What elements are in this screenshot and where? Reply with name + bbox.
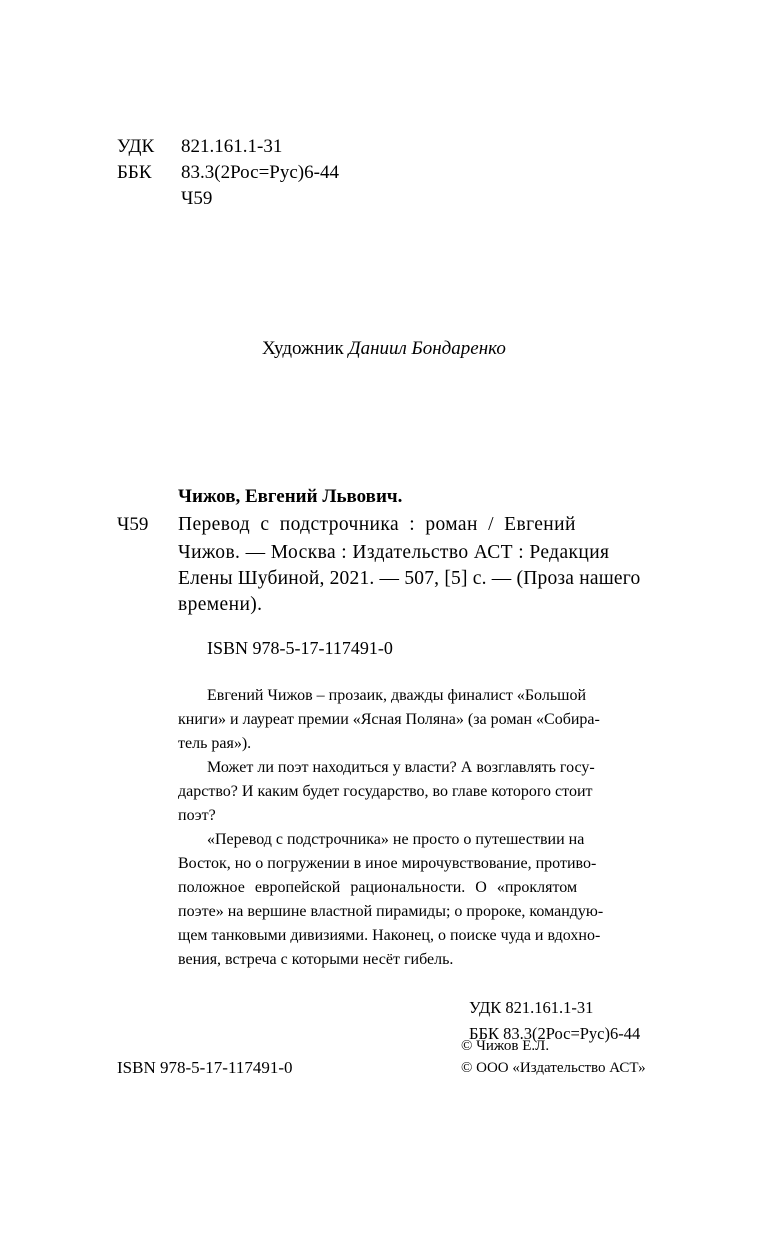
copyright-author: © Чижов Е.Л. xyxy=(461,1038,550,1054)
bib-line: Елены Шубиной, 2021. — 507, [5] с. — (Проза нашего xyxy=(178,568,641,589)
annotation-line: Евгений Чижов – прозаик, дважды финалист «Большой xyxy=(207,687,587,704)
bbk-value: 83.3(2Рос=Рус)6-44 xyxy=(181,162,339,183)
udk-label: УДК xyxy=(117,136,155,157)
annotation-line: дарство? И каким будет государство, во главе которого стоит xyxy=(178,783,593,800)
author-sign: Ч59 xyxy=(181,188,213,209)
annotation-line: вения, встреча с которыми несёт гибель. xyxy=(178,951,454,968)
author-sign-row xyxy=(117,186,212,212)
annotation-line: положное европейской рациональности. О «проклятом xyxy=(178,879,578,896)
copyright-publisher: © ООО «Издательство АСТ» xyxy=(461,1060,646,1076)
artist-label: Художник xyxy=(262,338,344,359)
annotation-line: Восток, но о погружении в иное мирочувствование, противо- xyxy=(178,855,597,872)
bbk-row xyxy=(117,160,339,186)
annotation-line: поэт? xyxy=(178,807,216,824)
annotation-line: поэте» на вершине властной пирамиды; о пророке, командую- xyxy=(178,903,604,920)
author-heading: Чижов, Евгений Львович. xyxy=(178,486,403,507)
annotation-line: «Перевод с подстрочника» не просто о путешествии на xyxy=(207,831,585,848)
bib-line: времени). xyxy=(178,594,263,615)
artist-name: Даниил Бондаренко xyxy=(348,338,506,359)
annotation-line: щем танковыми дивизиями. Наконец, о поиске чуда и вдохно- xyxy=(178,927,601,944)
footer-isbn: ISBN 978-5-17-117491-0 xyxy=(117,1058,293,1077)
footer-udk: УДК 821.161.1-31 xyxy=(469,998,594,1017)
book-cipher: Ч59 xyxy=(117,514,149,535)
udk-row xyxy=(117,134,282,160)
udk-value: 821.161.1-31 xyxy=(181,136,283,157)
footer-bbk: ББК 83.3(2Рос=Рус)6-44 xyxy=(469,1024,641,1043)
annotation-line: тель рая»). xyxy=(178,735,252,752)
annotation-line: книги» и лауреат премии «Ясная Поляна» (за роман «Собира- xyxy=(178,711,600,728)
bib-line: Чижов. — Москва : Издательство АСТ : Редакция xyxy=(178,542,610,563)
artist-credit xyxy=(262,338,506,360)
annotation-line: Может ли поэт находиться у власти? А возглавлять госу- xyxy=(207,759,595,776)
isbn-main: ISBN 978-5-17-117491-0 xyxy=(207,638,393,658)
bib-line: Перевод с подстрочника : роман / Евгений xyxy=(178,514,576,535)
bbk-label: ББК xyxy=(117,162,152,183)
